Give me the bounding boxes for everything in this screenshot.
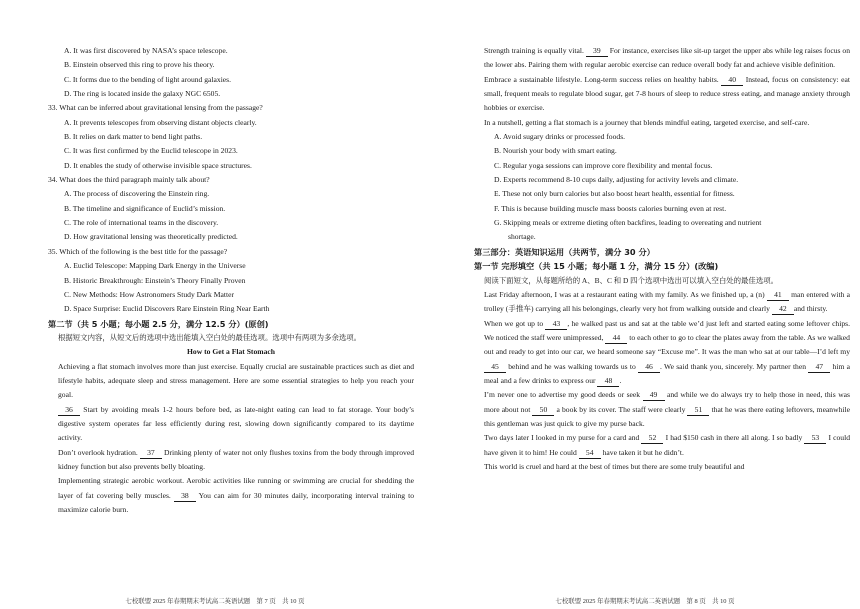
- cloze-text: to each other to go to clear the plates away from the table. As we walked out and ready to get into our car, we heard someone say “Excuse me”. It was the man who sat at our table—I’d left my: [484, 332, 850, 357]
- answer-option: A. Euclid Telescope: Mapping Dark Energy in the Universe: [64, 261, 246, 271]
- cloze-text: that he was there eating leftovers, meanwhile this gentleman was just quick to give my purse back.: [484, 404, 850, 428]
- blank-52: 52: [641, 433, 663, 444]
- cloze-text: a book by its cover. The staff were clearly: [556, 404, 686, 414]
- paragraph-36: [48, 403, 414, 446]
- cloze-text: Last Friday afternoon, I was at a restaurant eating with my family. As we finished up, a (n): [484, 289, 765, 299]
- blank-48: 48: [597, 376, 619, 387]
- paragraph-37: [48, 446, 414, 475]
- cloze-paragraph-1: [474, 288, 850, 317]
- page-footer-right: 七校联盟 2025 年春期期末考试高二英语试题 第 8 页 共 10 页: [555, 598, 735, 605]
- choice-option: shortage.: [508, 232, 536, 242]
- question-stem: 34. What does the third paragraph mainly talk about?: [48, 175, 210, 185]
- question-list: [48, 44, 414, 317]
- cloze-paragraph-3: [474, 388, 850, 431]
- cloze-text: behind and he was walking towards us to: [508, 361, 636, 371]
- section-instruction: 根据短文内容，从短文后的选项中选出能填入空白处的最佳选项。选项中有两项为多余选项。: [58, 332, 362, 342]
- paragraph-37-text: Drinking plenty of water not only flushes toxins from the body through improved kidney function but also prevents belly bloating.: [58, 447, 415, 471]
- answer-option: D. How gravitational lensing was theoretically predicted.: [64, 232, 238, 242]
- page-footer-left: 七校联盟 2025 年春期期末考试高二英语试题 第 7 页 共 10 页: [125, 598, 305, 605]
- paragraph-intro: Achieving a flat stomach involves more than just exercise. Equally crucial are sustainable practices such as diet and lifestyle habits, adequate sleep and stress management. Here are some essential strategies to help you reach your goal.: [58, 361, 414, 400]
- question-stem: 33. What can be inferred about gravitational lensing from the passage?: [48, 103, 263, 113]
- right-page: [430, 0, 860, 609]
- choice-option: D. Experts recommend 8-10 cups daily, adjusting for activity levels and climate.: [494, 175, 739, 185]
- section-heading: 第二节（共 5 小题；每小题 2.5 分，满分 12.5 分）(原创): [48, 318, 269, 329]
- blank-38: 38: [174, 491, 196, 502]
- paragraph-40-text: Instead, focus on consistency: eat small, frequent meals to regulate blood sugar, get 7-8 hours of sleep to reduce stress eating, and manage anxiety through hobbies or exercise.: [484, 74, 850, 113]
- blank-40: 40: [721, 75, 743, 86]
- answer-option: A. It prevents telescopes from observing distant objects clearly.: [64, 117, 257, 127]
- cloze-text: . We said thank you, sincerely. My partner then: [660, 361, 807, 371]
- cloze-text: I’m never one to advertise my good deeds or seek: [484, 390, 641, 400]
- answer-option: A. The process of discovering the Einstein ring.: [64, 189, 210, 199]
- paragraph-38-text: You can aim for 30 minutes daily, incorporating interval training to maximize calorie burn.: [58, 490, 414, 514]
- choice-option: A. Avoid sugary drinks or processed foods.: [494, 132, 626, 142]
- blank-41: 41: [767, 290, 789, 301]
- paragraph-39: [474, 44, 850, 73]
- cloze-text: , he walked past us and sat at the table we’d just left and started eating some leftover chips. We noticed the staff were unimpressed,: [484, 318, 850, 342]
- answer-option: B. Einstein observed this ring to prove his theory.: [64, 60, 215, 70]
- cloze-text: Two days later I looked in my purse for a card and: [484, 433, 640, 443]
- right-page-content: [474, 44, 850, 474]
- cloze-text: have taken it but he didn’t.: [602, 447, 684, 457]
- blank-36: 36: [58, 405, 80, 416]
- option-list: [474, 130, 850, 245]
- answer-option: C. The role of international teams in the discovery.: [64, 218, 219, 228]
- paragraph-38-lead: Implementing strategic aerobic workout. Aerobic activities like running or swimming are crucial for shedding the layer of fat covering belly muscles.: [58, 476, 414, 500]
- cloze-paragraph-4: [474, 431, 850, 460]
- question-stem: 35. Which of the following is the best title for the passage?: [48, 246, 228, 256]
- paragraph-37-lead: Don’t overlook hydration.: [58, 447, 138, 457]
- section1-heading: 第一节 完形填空（共 15 小题；每小题 1 分，满分 15 分）(改编): [474, 261, 719, 272]
- answer-option: C. It was first confirmed by the Euclid telescope in 2023.: [64, 146, 238, 156]
- blank-50: 50: [532, 405, 554, 416]
- paragraph-conclusion: In a nutshell, getting a flat stomach is a journey that blends mindful eating, targeted exercise, and self-care.: [484, 117, 810, 127]
- blank-43: 43: [545, 319, 567, 330]
- blank-47: 47: [808, 362, 830, 373]
- choice-option: C. Regular yoga sessions can improve core flexibility and mental focus.: [494, 160, 713, 170]
- choice-option: E. These not only burn calories but also boost heart health, essential for fitness.: [494, 189, 735, 199]
- section1-instruction: 阅读下面短文，从每题所给的 A、B、C 和 D 四个选项中选出可以填入空白处的最佳选项。: [484, 275, 778, 285]
- cloze-paragraph-2: [474, 317, 850, 389]
- paragraph-40: [474, 73, 850, 116]
- choice-option: F. This is because building muscle mass boosts calories burning even at rest.: [494, 203, 727, 213]
- cloze-text: him a meal and a few drinks to express our: [484, 361, 850, 385]
- answer-option: B. The timeline and significance of Euclid’s mission.: [64, 203, 226, 213]
- cloze-text: I could have given it to him! He could: [484, 433, 851, 457]
- blank-49: 49: [643, 390, 665, 401]
- blank-37: 37: [140, 448, 162, 459]
- answer-option: B. Historic Breakthrough: Einstein’s Theory Finally Proven: [64, 275, 246, 285]
- answer-option: A. It was first discovered by NASA’s space telescope.: [64, 46, 228, 55]
- blank-53: 53: [804, 433, 826, 444]
- answer-option: D. It enables the study of otherwise invisible space structures.: [64, 160, 252, 170]
- answer-option: C. New Methods: How Astronomers Study Dark Matter: [64, 289, 234, 299]
- paragraph-39-lead: Strength training is equally vital.: [484, 46, 584, 55]
- cloze-text: I had $150 cash in there all along. I so badly: [665, 433, 803, 443]
- blank-44: 44: [605, 333, 627, 344]
- answer-option: C. It forms due to the bending of light around galaxies.: [64, 74, 232, 84]
- blank-46: 46: [638, 362, 660, 373]
- paragraph-38: [48, 474, 414, 517]
- blank-54: 54: [579, 448, 601, 459]
- passage-title: How to Get a Flat Stomach: [187, 347, 275, 357]
- paragraph-39-text: For instance, exercises like sit-up target the upper abs while leg raises focus on the lower abs. Pairing them with regular aerobic exercise can reduce overall body fat and achieve visible definition.: [484, 46, 850, 70]
- cloze-text: man entered with a trolley (手推车) carrying all his belongings, clearly very hot from walking outside and clearly: [484, 289, 850, 314]
- answer-option: B. It relies on dark matter to bend light paths.: [64, 132, 203, 142]
- cloze-text: When we got up to: [484, 318, 544, 328]
- part3-heading: 第三部分：英语知识运用（共两节，满分 30 分）: [474, 246, 655, 257]
- blank-51: 51: [687, 405, 709, 416]
- cloze-text: .: [619, 375, 622, 385]
- cloze-text: and while we do always try to help those in need, this was more about not: [484, 390, 850, 414]
- left-page-content: [48, 44, 414, 517]
- blank-39: 39: [586, 46, 608, 57]
- choice-option: G. Skipping meals or extreme dieting often backfires, leading to overeating and nutrient: [494, 218, 762, 228]
- cloze-text: and thirsty.: [793, 304, 828, 314]
- choice-option: B. Nourish your body with smart eating.: [494, 146, 617, 156]
- answer-option: D. The ring is located inside the galaxy NGC 6505.: [64, 89, 221, 99]
- cloze-paragraph-5: This world is cruel and hard at the best of times but there are some truly beautiful and: [484, 461, 745, 471]
- paragraph-36-text: Start by avoiding meals 1-2 hours before bed, as late-night eating can lead to fat storage. Your body’s digestive system operates far less efficiently during rest, slowing down significantly compared to its daytime activity.: [58, 404, 414, 443]
- blank-42: 42: [772, 304, 794, 315]
- answer-option: D. Space Surprise: Euclid Discovers Rare Einstein Ring Near Earth: [64, 304, 270, 314]
- blank-45: 45: [484, 362, 506, 373]
- paragraph-40-lead: Embrace a sustainable lifestyle. Long-term success relies on healthy habits.: [484, 74, 719, 84]
